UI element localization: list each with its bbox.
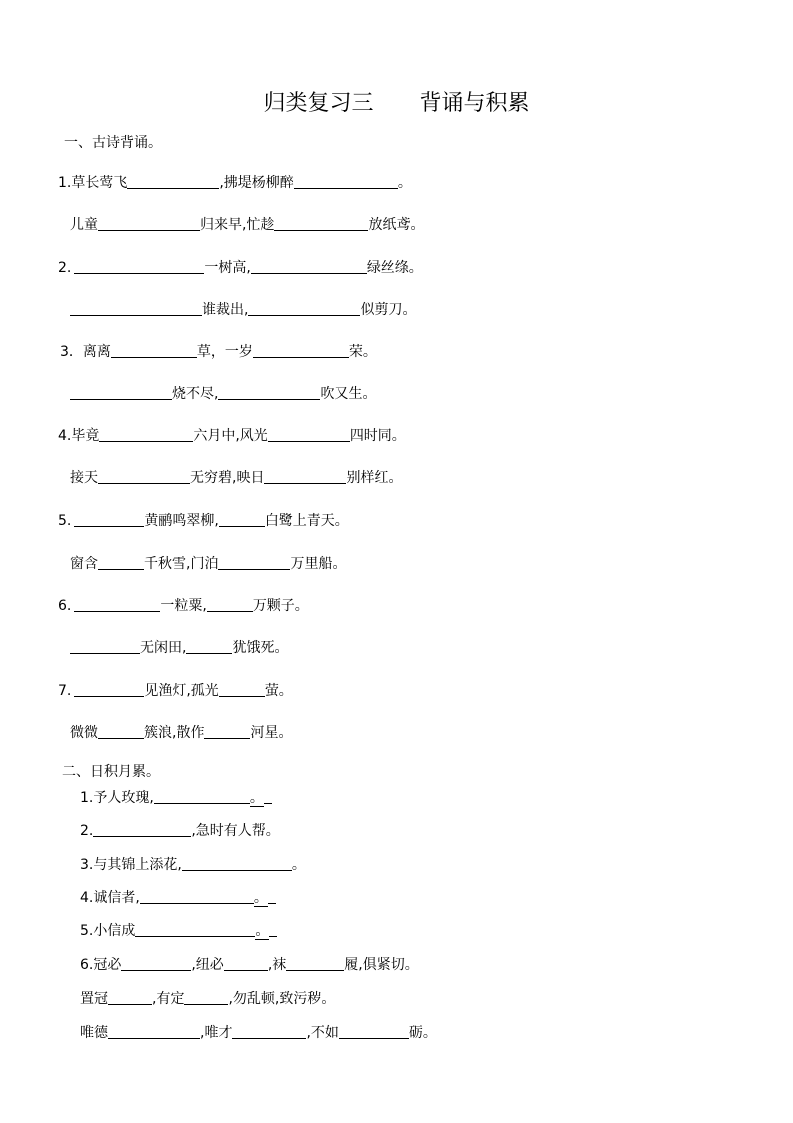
answer-blank[interactable]	[99, 427, 193, 442]
answer-blank[interactable]	[108, 1024, 200, 1039]
saying-line: 2. ,急时有人帮。	[80, 823, 280, 839]
answer-blank[interactable]	[74, 259, 204, 274]
poem-line: 烧不尽, 吹又生。	[70, 384, 376, 404]
answer-blank[interactable]	[268, 889, 276, 904]
poem-line: 1.草长莺飞 ,拂堤杨柳醉 。	[58, 175, 412, 191]
poem-line: 谁裁出, 似剪刀。	[70, 300, 416, 320]
saying-line: 1.予人玫瑰, 。	[80, 788, 272, 808]
answer-blank[interactable]	[274, 216, 368, 231]
poem-line: 2. 一树高, 绿丝绦。	[58, 260, 423, 276]
saying-line: 4.诚信者, 。	[80, 888, 276, 908]
title-part1: 归类复习三	[263, 91, 374, 116]
saying-line: 3.与其锦上添花, 。	[80, 857, 306, 873]
title-part2: 背诵与积累	[419, 91, 530, 116]
answer-blank[interactable]	[218, 385, 320, 400]
poem-line: 4.毕竟 六月中,风光 四时同。	[58, 428, 406, 444]
page-title	[0, 86, 793, 117]
answer-blank[interactable]	[339, 1024, 409, 1039]
poem-line: 5. 黄鹂鸣翠柳, 白鹭上青天。	[58, 513, 349, 529]
answer-blank[interactable]	[154, 789, 250, 804]
answer-blank[interactable]	[135, 922, 255, 937]
saying-line: 唯德 ,唯才 ,不如 砺。	[80, 1025, 437, 1041]
poem-line: 微微 簇浪,散作 河星。	[70, 725, 293, 741]
saying-line: 5.小信成 。	[80, 921, 277, 941]
answer-blank[interactable]	[232, 1024, 306, 1039]
answer-blank[interactable]	[70, 639, 140, 654]
poem-line: 接天 无穷碧,映日 别样红。	[70, 470, 403, 486]
saying-line: 置冠 ,有定 ,勿乱顿,致污秽。	[80, 991, 336, 1007]
answer-blank[interactable]	[93, 822, 191, 837]
poem-line: 无闲田, 犹饿死。	[70, 638, 288, 658]
saying-line: 6.冠必 ,纽必 ,袜 履,俱紧切。	[80, 957, 419, 973]
answer-blank[interactable]	[207, 597, 253, 612]
answer-blank[interactable]	[219, 512, 265, 527]
answer-blank[interactable]	[121, 956, 191, 971]
answer-blank[interactable]	[224, 956, 268, 971]
poem-line: 7. 见渔灯,孤光 萤。	[58, 683, 293, 699]
answer-blank[interactable]	[98, 216, 200, 231]
section2-heading: 二、日积月累。	[62, 764, 160, 780]
answer-blank[interactable]	[140, 889, 254, 904]
poem-line: 6. 一粒粟, 万颗子。	[58, 598, 309, 614]
answer-blank[interactable]	[218, 555, 290, 570]
section1-heading: 一、古诗背诵。	[64, 135, 162, 151]
answer-blank[interactable]	[248, 301, 360, 316]
answer-blank[interactable]	[74, 597, 160, 612]
answer-blank[interactable]	[98, 555, 144, 570]
answer-blank[interactable]	[264, 789, 272, 804]
poem-line: 儿童 归来早,忙趁 放纸鸢。	[70, 217, 425, 233]
answer-blank[interactable]	[219, 682, 265, 697]
answer-blank[interactable]	[264, 469, 346, 484]
answer-blank[interactable]	[74, 682, 144, 697]
answer-blank[interactable]	[251, 259, 367, 274]
poem-line: 3．离离 草，一岁 荣。	[60, 344, 377, 360]
answer-blank[interactable]	[70, 301, 202, 316]
answer-blank[interactable]	[70, 385, 172, 400]
answer-blank[interactable]	[184, 990, 228, 1005]
answer-blank[interactable]	[269, 922, 277, 937]
answer-blank[interactable]	[253, 343, 349, 358]
answer-blank[interactable]	[108, 990, 152, 1005]
answer-blank[interactable]	[182, 856, 292, 871]
answer-blank[interactable]	[268, 427, 350, 442]
answer-blank[interactable]	[127, 174, 219, 189]
answer-blank[interactable]	[204, 724, 250, 739]
answer-blank[interactable]	[98, 724, 144, 739]
answer-blank[interactable]	[74, 512, 144, 527]
answer-blank[interactable]	[111, 343, 197, 358]
answer-blank[interactable]	[186, 639, 232, 654]
answer-blank[interactable]	[294, 174, 398, 189]
answer-blank[interactable]	[286, 956, 344, 971]
poem-line: 窗含 千秋雪,门泊 万里船。	[70, 556, 347, 572]
answer-blank[interactable]	[98, 469, 190, 484]
